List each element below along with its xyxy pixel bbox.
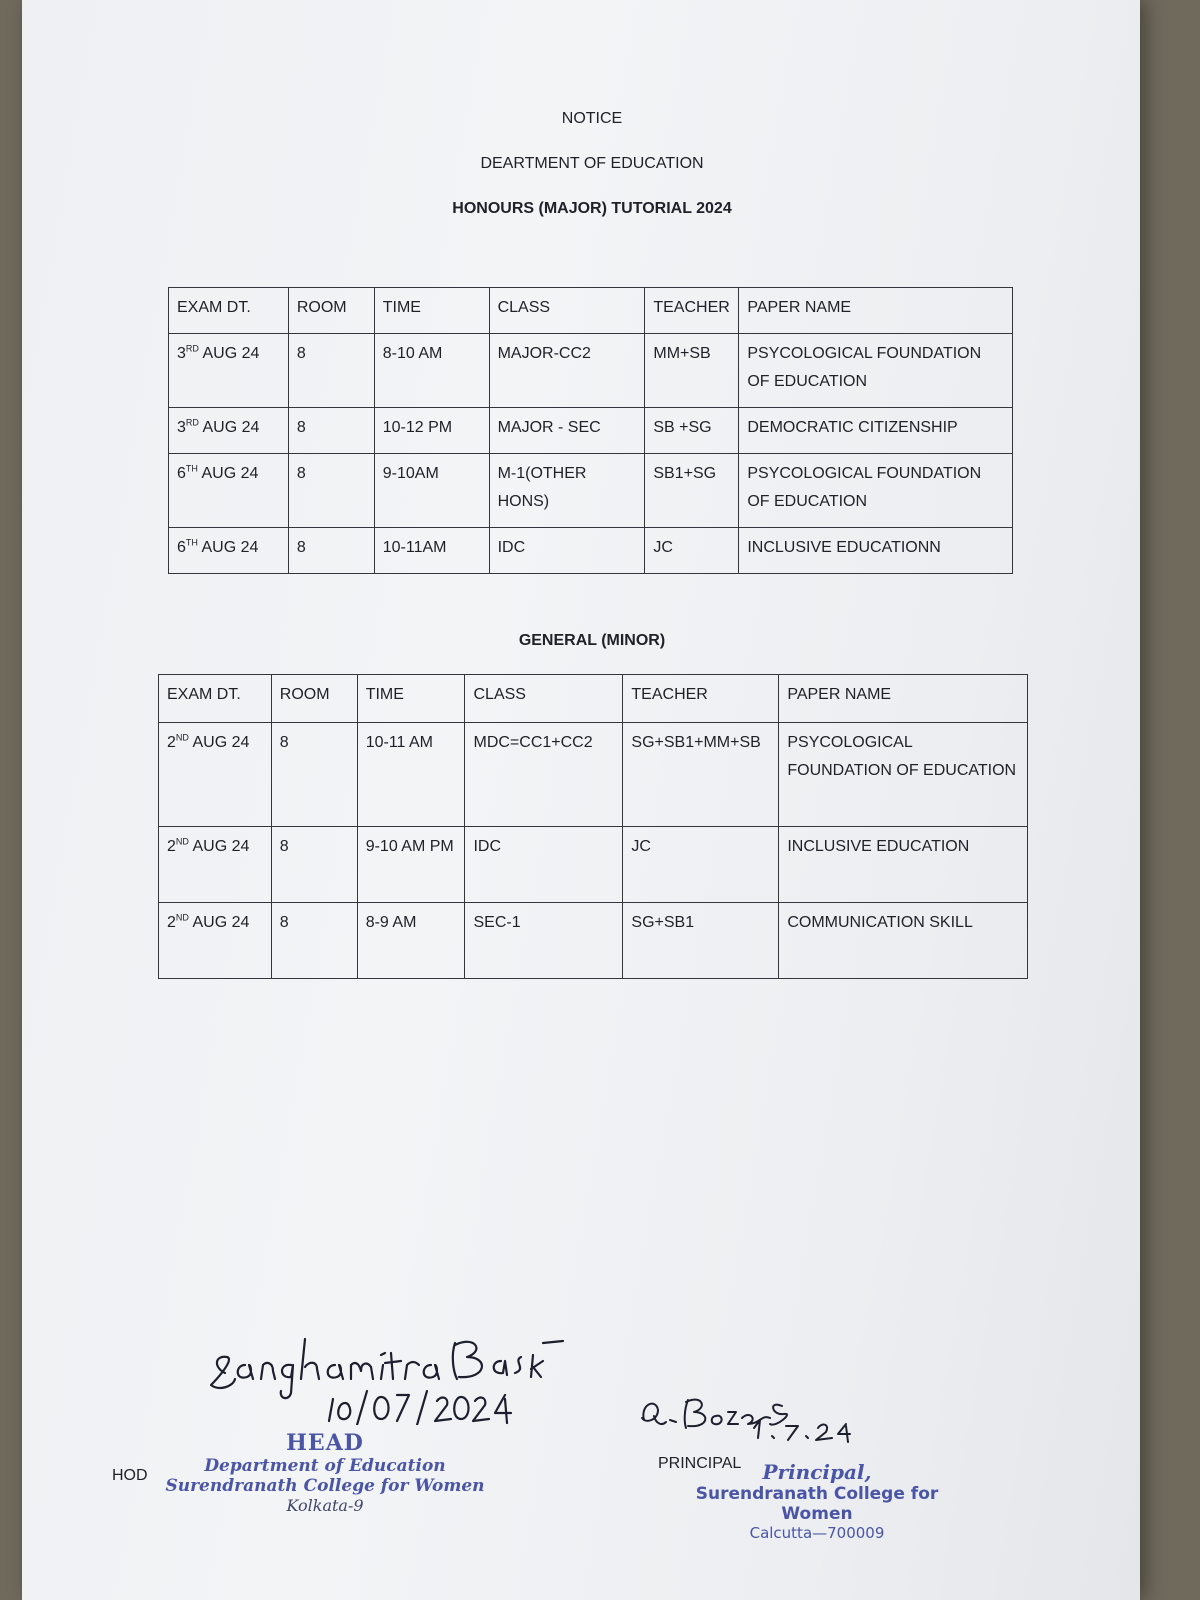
day: 2	[167, 914, 176, 931]
notice-heading: NOTICE	[561, 110, 623, 127]
day-suffix: ND	[175, 732, 189, 743]
exam-date-cell	[159, 827, 272, 903]
time-cell: 10-11 AM	[357, 723, 465, 827]
room-cell: 8	[288, 454, 374, 528]
header-cell: CLASS	[489, 288, 645, 334]
class-cell: MDC=CC1+CC2	[465, 723, 623, 827]
day: 3	[177, 345, 186, 362]
paper-cell: INCLUSIVE EDUCATIONN	[739, 528, 1013, 574]
day-suffix: ND	[175, 912, 189, 923]
day: 3	[177, 419, 186, 436]
teacher-cell: MM+SB	[645, 334, 739, 408]
month-year: AUG 24	[197, 465, 259, 482]
class-cell: MAJOR-CC2	[489, 334, 645, 408]
teacher-cell: SB1+SG	[645, 454, 739, 528]
teacher-cell: JC	[623, 827, 779, 903]
table-row	[169, 408, 1013, 454]
day: 2	[167, 734, 176, 751]
principal-stamp-title: Principal,	[762, 1460, 872, 1484]
principal-stamp-city: Calcutta—700009	[749, 1524, 885, 1542]
header-cell: PAPER NAME	[739, 288, 1013, 334]
header-cell: EXAM DT.	[169, 288, 289, 334]
room-cell: 8	[288, 528, 374, 574]
teacher-cell: JC	[645, 528, 739, 574]
exam-date-cell	[169, 528, 289, 574]
exam-date-cell	[169, 334, 289, 408]
paper-cell: PSYCOLOGICAL FOUNDATION OF EDUCATION	[779, 723, 1028, 827]
header-cell: ROOM	[271, 675, 357, 723]
table-header-row	[169, 288, 1013, 334]
table-row	[159, 723, 1028, 827]
exam-date-cell	[159, 903, 272, 979]
paper-cell: PSYCOLOGICAL FOUNDATION OF EDUCATION	[739, 454, 1013, 528]
header-cell: PAPER NAME	[779, 675, 1028, 723]
time-cell: 8-10 AM	[374, 334, 489, 408]
header-cell: CLASS	[465, 675, 623, 723]
department-heading: DEARTMENT OF EDUCATION	[480, 155, 704, 172]
hod-stamp-city: Kolkata-9	[286, 1496, 364, 1515]
hod-stamp-department: Department of Education	[204, 1456, 446, 1476]
hod-stamp-college: Surendranath College for Women	[165, 1476, 485, 1496]
exam-date-cell	[169, 454, 289, 528]
room-cell: 8	[288, 334, 374, 408]
paper-cell: INCLUSIVE EDUCATION	[779, 827, 1028, 903]
table-row	[169, 334, 1013, 408]
class-cell: SEC-1	[465, 903, 623, 979]
table-header-row	[159, 675, 1028, 723]
time-cell: 9-10AM	[374, 454, 489, 528]
paper-cell: PSYCOLOGICAL FOUNDATION OF EDUCATION	[739, 334, 1013, 408]
teacher-cell: SB +SG	[645, 408, 739, 454]
hod-label: HOD	[112, 1467, 148, 1484]
table-row	[159, 903, 1028, 979]
day-suffix: TH	[185, 463, 198, 474]
month-year: AUG 24	[188, 734, 250, 751]
honours-title: HONOURS (MAJOR) TUTORIAL 2024	[452, 200, 732, 217]
exam-date-cell	[169, 408, 289, 454]
time-cell: 8-9 AM	[357, 903, 465, 979]
time-cell: 10-12 PM	[374, 408, 489, 454]
exam-date-cell	[159, 723, 272, 827]
header-cell: ROOM	[288, 288, 374, 334]
table-row	[169, 454, 1013, 528]
principal-stamp-college: Surendranath College for Women	[695, 1484, 939, 1524]
hod-stamp	[160, 1430, 490, 1515]
month-year: AUG 24	[198, 419, 260, 436]
room-cell: 8	[271, 903, 357, 979]
paper-cell: COMMUNICATION SKILL	[779, 903, 1028, 979]
class-cell: M-1(OTHER HONS)	[489, 454, 645, 528]
day: 6	[177, 465, 186, 482]
header-cell: TEACHER	[645, 288, 739, 334]
room-cell: 8	[271, 723, 357, 827]
principal-signature	[636, 1380, 916, 1460]
room-cell: 8	[271, 827, 357, 903]
class-cell: MAJOR - SEC	[489, 408, 645, 454]
hod-stamp-title: HEAD	[286, 1430, 364, 1456]
day: 2	[167, 838, 176, 855]
month-year: AUG 24	[197, 539, 259, 556]
table-row	[169, 528, 1013, 574]
room-cell: 8	[288, 408, 374, 454]
class-cell: IDC	[465, 827, 623, 903]
general-schedule-table	[158, 674, 1028, 979]
teacher-cell: SG+SB1+MM+SB	[623, 723, 779, 827]
day-suffix: RD	[185, 417, 199, 428]
day-suffix: RD	[185, 343, 199, 354]
header-cell: EXAM DT.	[159, 675, 272, 723]
time-cell: 10-11AM	[374, 528, 489, 574]
header-cell: TEACHER	[623, 675, 779, 723]
month-year: AUG 24	[188, 914, 250, 931]
honours-schedule-table	[168, 287, 1013, 574]
general-title: GENERAL (MINOR)	[518, 632, 666, 649]
header-cell: TIME	[374, 288, 489, 334]
class-cell: IDC	[489, 528, 645, 574]
day-suffix: ND	[175, 836, 189, 847]
header-cell: TIME	[357, 675, 465, 723]
table-row	[159, 827, 1028, 903]
month-year: AUG 24	[188, 838, 250, 855]
month-year: AUG 24	[198, 345, 260, 362]
day: 6	[177, 539, 186, 556]
principal-stamp	[662, 1460, 972, 1542]
teacher-cell: SG+SB1	[623, 903, 779, 979]
time-cell: 9-10 AM PM	[357, 827, 465, 903]
principal-label: PRINCIPAL	[658, 1455, 742, 1472]
hod-signature	[205, 1295, 565, 1425]
paper-cell: DEMOCRATIC CITIZENSHIP	[739, 408, 1013, 454]
day-suffix: TH	[185, 537, 198, 548]
